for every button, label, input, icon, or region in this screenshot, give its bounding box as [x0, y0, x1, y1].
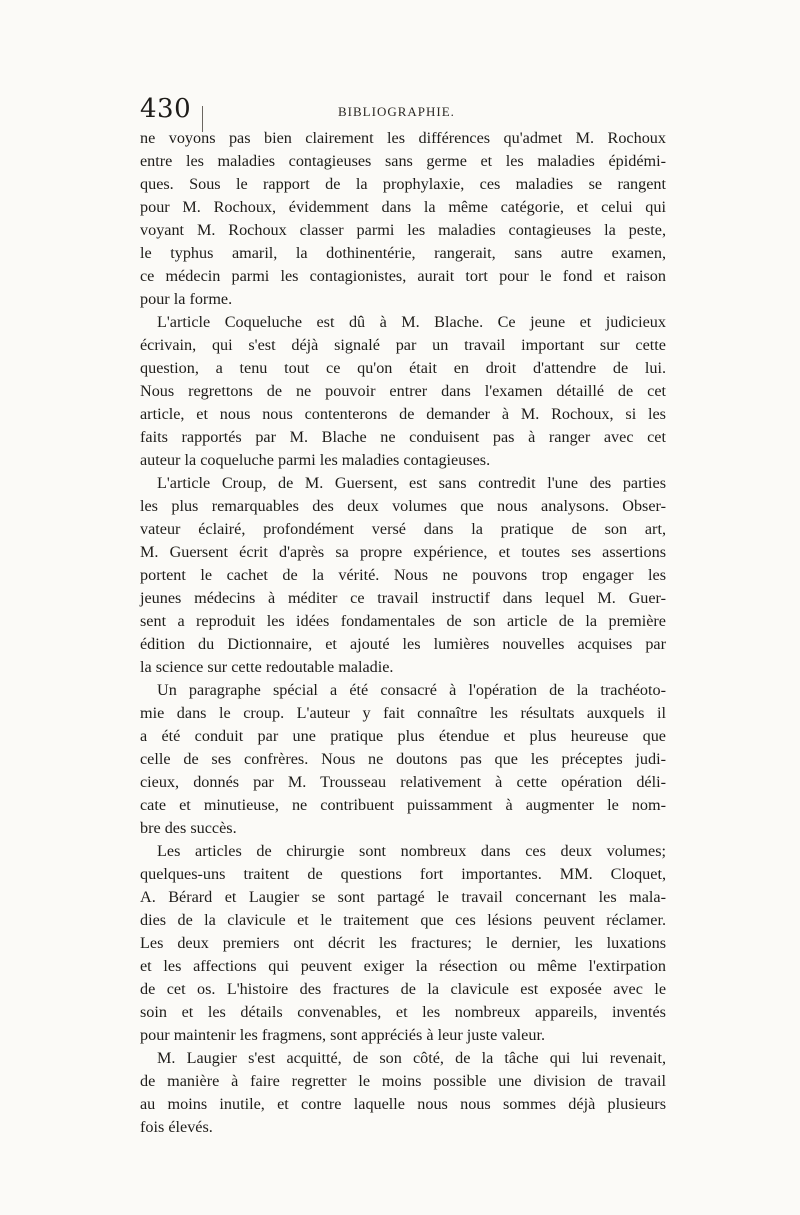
text-line: Nous regrettons de ne pouvoir entrer dans l'examen détaillé de cet: [140, 382, 666, 400]
text-line: a été conduit par une pratique plus étendue et plus heureuse que: [140, 727, 666, 745]
text-line: pour la forme.: [140, 290, 233, 308]
paragraph-chirurgie: [140, 840, 666, 1047]
text-line: soin et les détails convenables, et les nombreux appareils, inventés: [140, 1003, 666, 1021]
text-line: et les affections qui peuvent exiger la résection ou même l'extirpation: [140, 957, 666, 975]
text-line: mie dans le croup. L'auteur y fait connaître les résultats auxquels il: [140, 704, 666, 722]
text-line: entre les maladies contagieuses sans germe et les maladies épidémi-: [140, 152, 666, 170]
text-line: ce médecin parmi les contagionistes, aurait tort pour le fond et raison: [140, 267, 666, 285]
text-line: les plus remarquables des deux volumes que nous analysons. Obser-: [140, 497, 666, 515]
text-line: quelques-uns traitent de questions fort importantes. MM. Cloquet,: [140, 865, 666, 883]
paragraph-coqueluche: [140, 311, 666, 472]
body-text: [140, 127, 666, 1139]
text-line: ne voyons pas bien clairement les différences qu'admet M. Rochoux: [140, 129, 666, 147]
text-line: A. Bérard et Laugier se sont partagé le travail concernant les mala-: [140, 888, 666, 906]
paragraph-rochoux: [140, 127, 666, 311]
text-line: portent le cachet de la vérité. Nous ne pouvons trop engager les: [140, 566, 666, 584]
text-line: dies de la clavicule et le traitement que ces lésions peuvent réclamer.: [140, 911, 666, 929]
text-line: au moins inutile, et contre laquelle nous nous sommes déjà plusieurs: [140, 1095, 666, 1113]
text-line: article, et nous nous contenterons de demander à M. Rochoux, si les: [140, 405, 666, 423]
text-line: M. Laugier s'est acquitté, de son côté, de la tâche qui lui revenait,: [157, 1049, 666, 1067]
text-line: L'article Croup, de M. Guersent, est sans contredit l'une des parties: [157, 474, 666, 492]
text-line: bre des succès.: [140, 819, 237, 837]
page-header: [140, 94, 660, 128]
text-line: le typhus amaril, la dothinentérie, rangerait, sans autre examen,: [140, 244, 666, 262]
text-line: Les deux premiers ont décrit les fractures; le dernier, les luxations: [140, 934, 666, 952]
text-line: faits rapportés par M. Blache ne conduisent pas à ranger avec cet: [140, 428, 666, 446]
text-line: écrivain, qui s'est déjà signalé par un travail important sur cette: [140, 336, 666, 354]
text-line: de cet os. L'histoire des fractures de la clavicule est exposée avec le: [140, 980, 666, 998]
text-line: sent a reproduit les idées fondamentales de son article de la première: [140, 612, 666, 630]
paragraph-tracheotomie: [140, 679, 666, 840]
text-line: vateur éclairé, profondément versé dans la pratique de son art,: [140, 520, 666, 538]
running-head: BIBLIOGRAPHIE.: [338, 104, 455, 119]
page-number: 430: [140, 94, 192, 124]
text-line: M. Guersent écrit d'après sa propre expérience, et toutes ses assertions: [140, 543, 666, 561]
text-line: Un paragraphe spécial a été consacré à l'opération de la trachéoto-: [157, 681, 666, 699]
text-line: la science sur cette redoutable maladie.: [140, 658, 394, 676]
text-line: cate et minutieuse, ne contribuent puissamment à augmenter le nom-: [140, 796, 666, 814]
paragraph-croup: [140, 472, 666, 679]
text-line: ques. Sous le rapport de la prophylaxie, ces maladies se rangent: [140, 175, 666, 193]
text-line: pour M. Rochoux, évidemment dans la même catégorie, et celui qui: [140, 198, 666, 216]
text-line: celle de ses confrères. Nous ne doutons pas que les préceptes judi-: [140, 750, 666, 768]
text-line: de manière à faire regretter le moins possible une division de travail: [140, 1072, 666, 1090]
text-line: question, a tenu tout ce qu'on était en droit d'attendre de lui.: [140, 359, 666, 377]
text-line: jeunes médecins à méditer ce travail instructif dans lequel M. Guer-: [140, 589, 666, 607]
text-line: voyant M. Rochoux classer parmi les maladies contagieuses la peste,: [140, 221, 666, 239]
text-line: pour maintenir les fragmens, sont appréciés à leur juste valeur.: [140, 1026, 546, 1044]
text-line: Les articles de chirurgie sont nombreux dans ces deux volumes;: [157, 842, 666, 860]
text-line: L'article Coqueluche est dû à M. Blache. Ce jeune et judicieux: [157, 313, 666, 331]
text-line: auteur la coqueluche parmi les maladies contagieuses.: [140, 451, 491, 469]
paragraph-laugier: [140, 1047, 666, 1139]
text-line: cieux, donnés par M. Trousseau relativement à cette opération déli-: [140, 773, 666, 791]
text-line: édition du Dictionnaire, et ajouté les lumières nouvelles acquises par: [140, 635, 666, 653]
text-line: fois élevés.: [140, 1118, 213, 1136]
